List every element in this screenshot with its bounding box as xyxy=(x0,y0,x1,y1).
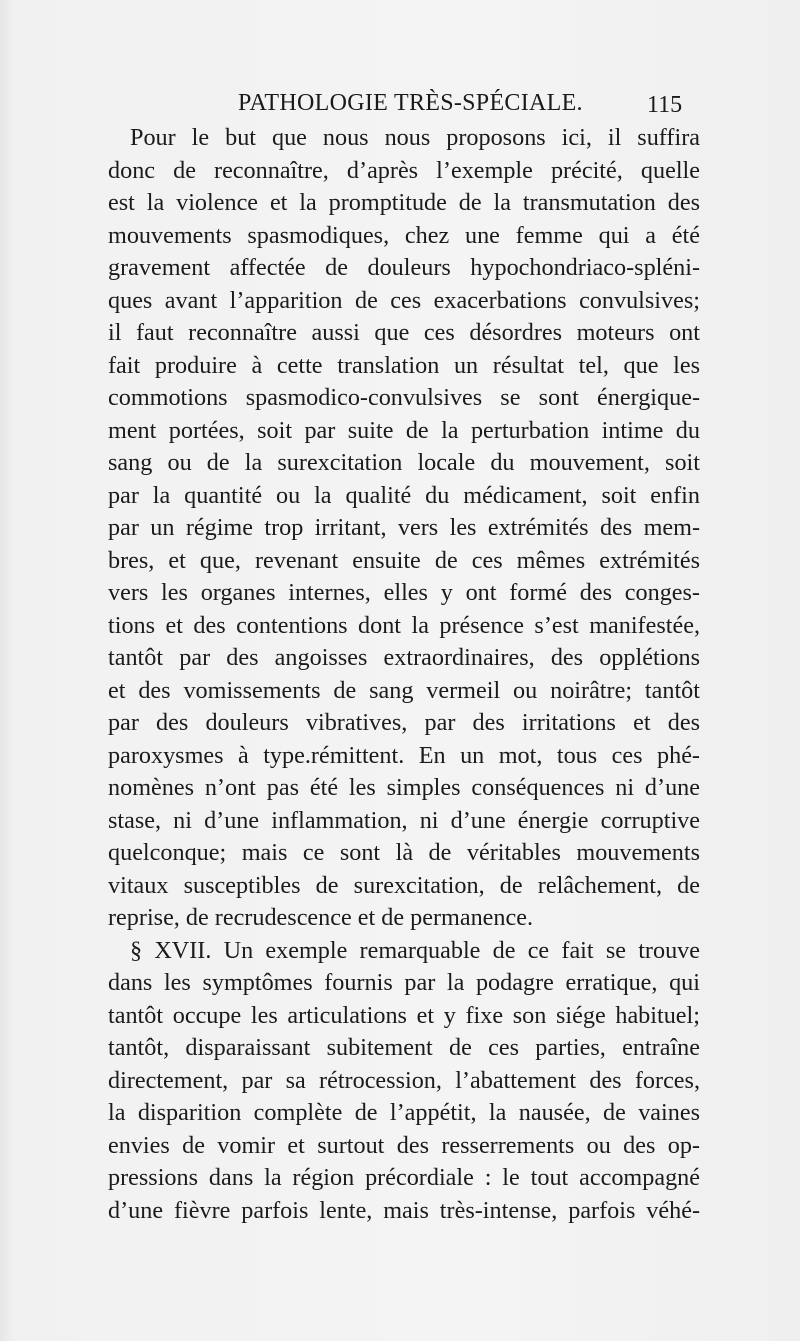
page-header xyxy=(0,86,800,126)
text-line: il faut reconnaître aussi que ces désordres moteurs ont xyxy=(108,319,700,346)
text-line: stase, ni d’une inflammation, ni d’une énergie corruptive xyxy=(108,806,700,834)
running-title: PATHOLOGIE TRÈS-SPÉCIALE. xyxy=(238,90,583,116)
text-line: par la quantité ou la qualité du médicament, soit enfin xyxy=(108,481,700,509)
text-line: tantôt occupe les articulations et y fixe son siége habituel; xyxy=(108,1001,700,1029)
text-line: commotions spasmodico-convulsives se sont énergique- xyxy=(108,384,700,411)
paragraph-2 xyxy=(108,935,700,1228)
text-line: pressions dans la région précordiale : le tout accompagné xyxy=(108,1164,700,1191)
text-line: ment portées, soit par suite de la perturbation intime du xyxy=(108,416,700,444)
text-line: tantôt par des angoisses extraordinaires, des opplétions xyxy=(108,644,700,671)
text-line: gravement affectée de douleurs hypochondriaco-spléni- xyxy=(108,254,700,281)
section-heading-line: § XVII. Un exemple remarquable de ce fait se trouve xyxy=(130,936,700,964)
text-line: quelconque; mais ce sont là de véritables mouvements xyxy=(108,839,700,866)
text-line: directement, par sa rétrocession, l’abattement des forces, xyxy=(108,1066,700,1094)
text-line: fait produire à cette translation un résultat tel, que les xyxy=(108,351,700,379)
text-line: vers les organes internes, elles y ont formé des conges- xyxy=(108,579,700,606)
body-text xyxy=(108,122,700,1227)
paragraph-1 xyxy=(108,122,700,935)
text-line: vitaux susceptibles de surexcitation, de relâchement, de xyxy=(108,871,700,899)
text-line: ques avant l’apparition de ces exacerbations convulsives; xyxy=(108,286,700,314)
text-line: Pour le but que nous nous proposons ici, il suffira xyxy=(130,124,700,151)
text-line: tions et des contentions dont la présence s’est manifestée, xyxy=(108,611,700,639)
text-line: donc de reconnaître, d’après l’exemple précité, quelle xyxy=(108,156,700,184)
text-line: d’une fièvre parfois lente, mais très-intense, parfois véhé- xyxy=(108,1196,700,1224)
text-line: et des vomissements de sang vermeil ou noirâtre; tantôt xyxy=(108,676,700,704)
text-line: sang ou de la surexcitation locale du mouvement, soit xyxy=(108,449,700,476)
page-number: 115 xyxy=(647,92,683,118)
text-line: mouvements spasmodiques, chez une femme qui a été xyxy=(108,221,700,249)
text-line: la disparition complète de l’appétit, la nausée, de vaines xyxy=(108,1099,700,1126)
text-line: tantôt, disparaissant subitement de ces parties, entraîne xyxy=(108,1034,700,1061)
text-line: reprise, de recrudescence et de permanence. xyxy=(108,904,534,931)
text-line: bres, et que, revenant ensuite de ces mêmes extrémités xyxy=(108,546,700,574)
text-line: envies de vomir et surtout des resserrements ou des op- xyxy=(108,1131,700,1159)
text-line: nomènes n’ont pas été les simples conséquences ni d’une xyxy=(108,774,700,801)
text-line: est la violence et la promptitude de la transmutation des xyxy=(108,189,700,216)
text-line: paroxysmes à type.rémittent. En un mot, tous ces phé- xyxy=(108,741,700,769)
text-line: dans les symptômes fournis par la podagre erratique, qui xyxy=(108,969,700,996)
text-line: par des douleurs vibratives, par des irritations et des xyxy=(108,709,700,736)
text-line: par un régime trop irritant, vers les extrémités des mem- xyxy=(108,514,700,541)
